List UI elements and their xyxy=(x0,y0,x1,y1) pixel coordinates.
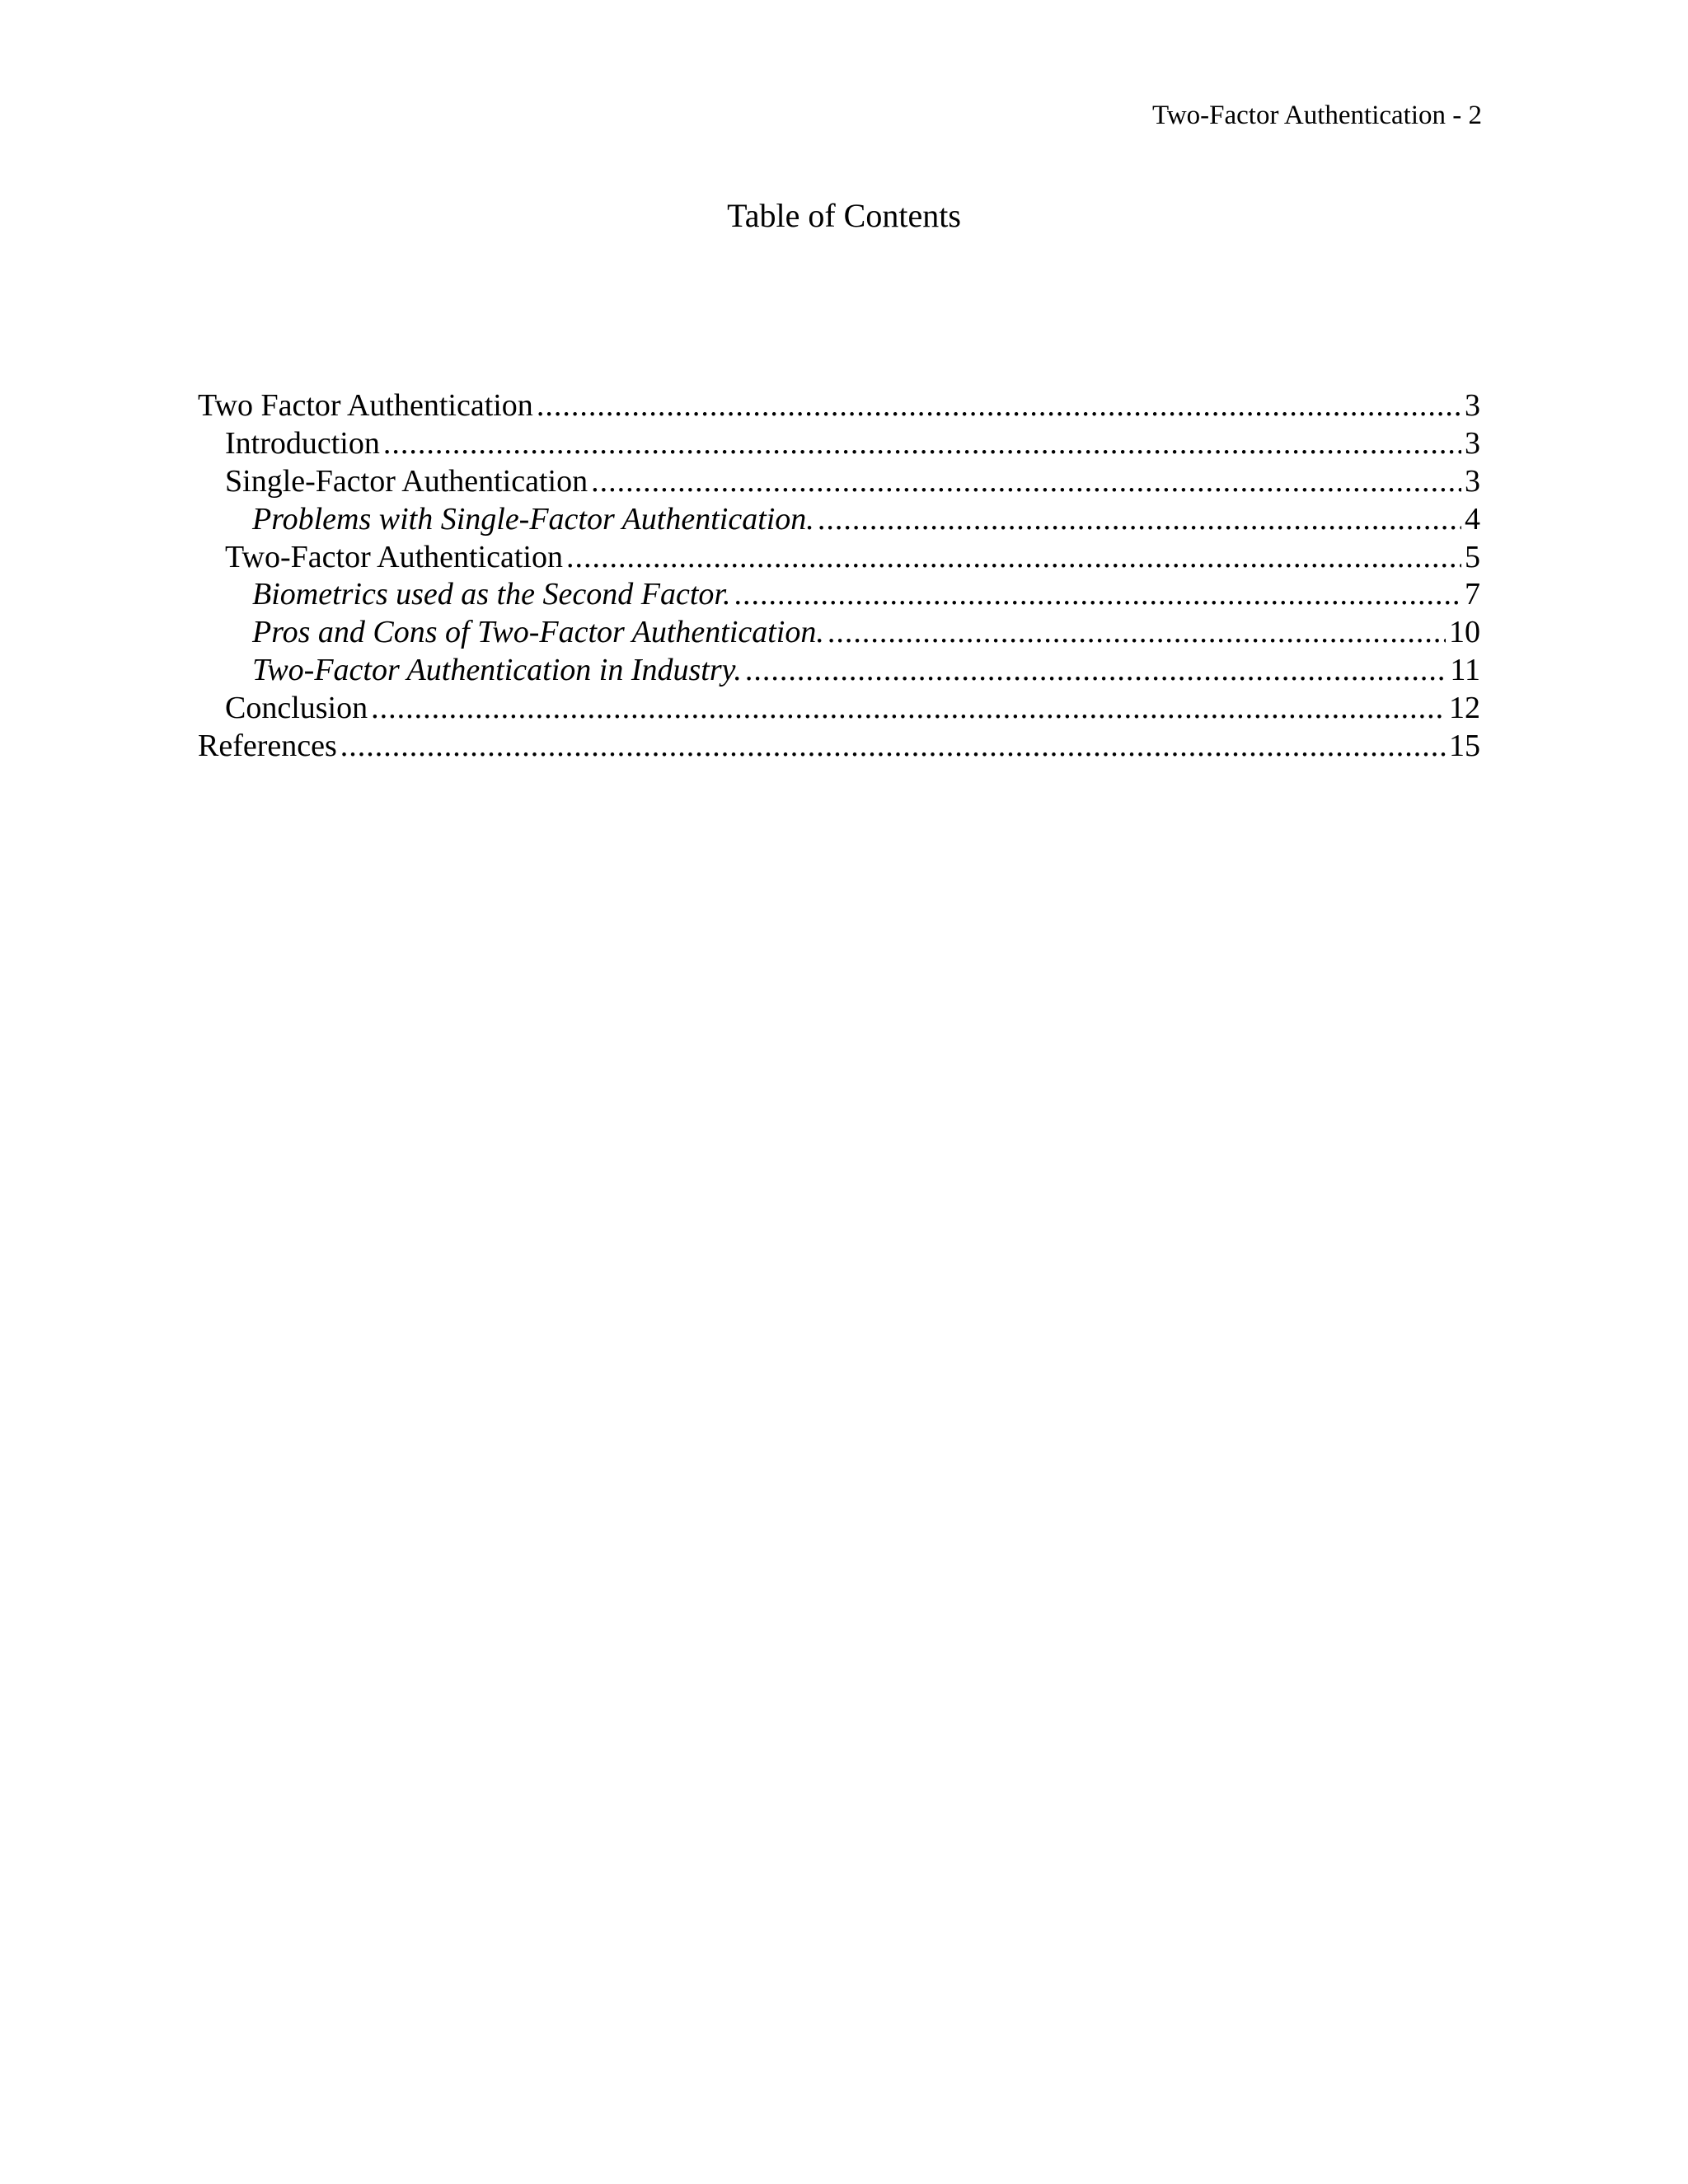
toc-entry[interactable] xyxy=(198,652,1480,690)
toc-leader xyxy=(371,690,1446,728)
toc-entry[interactable] xyxy=(198,387,1480,425)
toc-entry-page: 3 xyxy=(1465,388,1480,423)
toc-entry-text: Two Factor Authentication xyxy=(198,388,533,423)
toc-leader xyxy=(383,425,1461,463)
toc-entry-page: 5 xyxy=(1465,539,1480,574)
toc-entry-text: Two-Factor Authentication in Industry. xyxy=(252,653,742,688)
toc-entry-text: Problems with Single-Factor Authentication. xyxy=(252,501,814,537)
toc-leader xyxy=(537,387,1461,425)
toc-leader xyxy=(566,539,1461,577)
toc-entry[interactable] xyxy=(198,576,1480,614)
toc-entry[interactable] xyxy=(198,614,1480,652)
toc-leader xyxy=(591,463,1461,501)
toc-entry-page: 3 xyxy=(1465,463,1480,499)
toc-leader xyxy=(340,728,1446,766)
toc-entry-page: 11 xyxy=(1450,653,1480,688)
toc-entry-page: 4 xyxy=(1465,501,1480,537)
toc-entry[interactable] xyxy=(198,728,1480,766)
toc-entry[interactable] xyxy=(198,463,1480,501)
toc-entry-text: Two-Factor Authentication xyxy=(225,539,563,574)
toc-leader xyxy=(745,652,1447,690)
toc-entry[interactable] xyxy=(198,539,1480,577)
toc-entry-text: Conclusion xyxy=(225,691,368,726)
toc-entry-text: References xyxy=(198,729,337,764)
toc-entry-text: Single-Factor Authentication xyxy=(225,463,588,499)
toc-entry-text: Biometrics used as the Second Factor. xyxy=(252,577,731,612)
toc-entry-page: 3 xyxy=(1465,425,1480,461)
toc-leader xyxy=(734,576,1461,614)
toc-entry-page: 7 xyxy=(1465,577,1480,612)
toc-entry[interactable] xyxy=(198,690,1480,728)
toc-entry-page: 15 xyxy=(1449,729,1480,764)
toc-leader xyxy=(818,501,1461,539)
toc-list xyxy=(198,387,1480,766)
toc-leader xyxy=(828,614,1446,652)
toc-entry[interactable] xyxy=(198,501,1480,539)
toc-entry-page: 12 xyxy=(1449,691,1480,726)
toc-entry-page: 10 xyxy=(1449,615,1480,650)
toc-title: Table of Contents xyxy=(727,197,961,234)
toc-entry-text: Introduction xyxy=(225,425,380,461)
running-header: Two-Factor Authentication - 2 xyxy=(1151,101,1482,130)
toc-entry[interactable] xyxy=(198,425,1480,463)
toc-entry-text: Pros and Cons of Two-Factor Authentication. xyxy=(252,615,824,650)
